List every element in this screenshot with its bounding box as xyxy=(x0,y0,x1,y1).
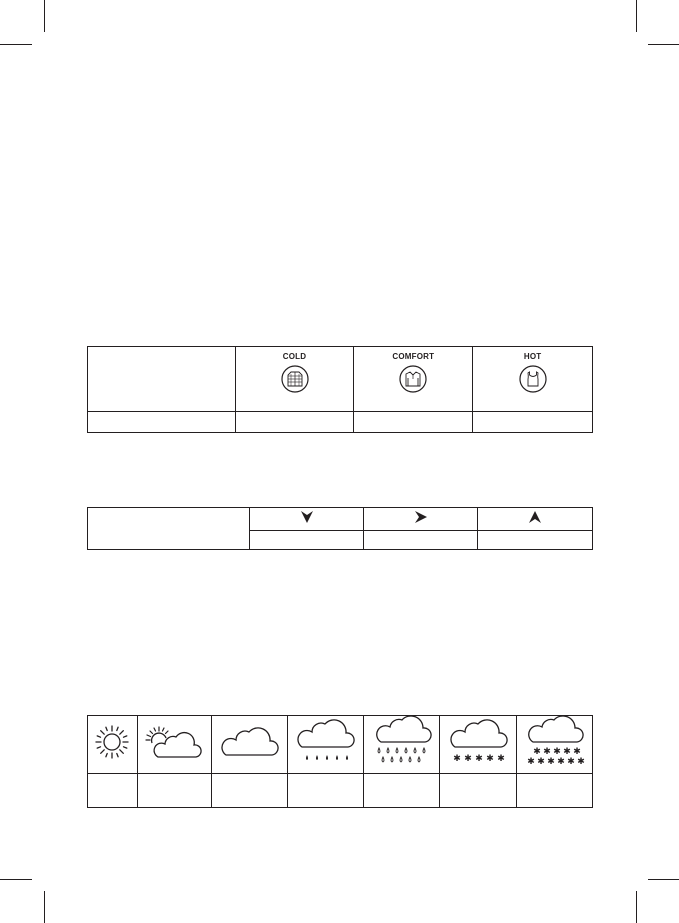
svg-text:✱: ✱ xyxy=(486,754,494,764)
comfort-value-cell xyxy=(235,412,354,433)
trend-label-cell xyxy=(88,508,250,550)
svg-text:✱: ✱ xyxy=(547,757,556,767)
crop-mark xyxy=(0,879,32,880)
forecast-value-cell xyxy=(516,774,592,808)
trend-value-cell xyxy=(478,531,593,550)
crop-mark xyxy=(648,44,679,45)
forecast-snowy-cell xyxy=(440,716,516,774)
svg-text:✱: ✱ xyxy=(453,754,461,764)
svg-text:✱: ✱ xyxy=(567,757,576,767)
forecast-rainy-cell xyxy=(287,716,363,774)
svg-text:✱: ✱ xyxy=(533,747,542,757)
crop-mark xyxy=(636,0,637,32)
trend-steady-arrow-icon xyxy=(414,510,428,524)
comfort-comfort-cell xyxy=(354,347,473,412)
pressure-trend-table xyxy=(87,507,593,550)
svg-text:✱: ✱ xyxy=(475,754,483,764)
comfort-value-cell xyxy=(473,412,593,433)
tank-top-icon xyxy=(519,365,547,393)
heavy-rain-icon xyxy=(371,716,433,768)
svg-text:✱: ✱ xyxy=(527,757,536,767)
comfort-hot-cell xyxy=(473,347,593,412)
winter-jacket-icon xyxy=(281,365,309,393)
sunny-icon xyxy=(92,722,132,762)
forecast-value-cell xyxy=(287,774,363,808)
svg-text:✱: ✱ xyxy=(563,747,572,757)
forecast-sunny-cell xyxy=(88,716,138,774)
trend-value-cell xyxy=(249,531,364,550)
svg-text:✱: ✱ xyxy=(577,757,586,767)
weather-forecast-table xyxy=(87,715,593,808)
trend-rising-arrow-icon xyxy=(528,510,542,524)
svg-text:✱: ✱ xyxy=(557,757,566,767)
forecast-heavy-snow-cell xyxy=(516,716,592,774)
trend-steady-cell xyxy=(364,508,478,531)
rainy-icon xyxy=(294,717,356,767)
forecast-heavy-rain-cell xyxy=(364,716,440,774)
comfort-label: COMFORT xyxy=(392,352,435,361)
comfort-value-cell xyxy=(88,412,236,433)
comfort-cold-cell xyxy=(235,347,354,412)
comfort-value-cell xyxy=(354,412,473,433)
svg-text:✱: ✱ xyxy=(573,747,582,757)
sweater-icon xyxy=(399,365,427,393)
forecast-value-cell xyxy=(211,774,287,808)
forecast-value-cell xyxy=(440,774,516,808)
forecast-partly-cloudy-cell xyxy=(137,716,211,774)
svg-text:✱: ✱ xyxy=(553,747,562,757)
snowy-icon xyxy=(447,717,509,767)
trend-falling-cell xyxy=(249,508,364,531)
cloudy-icon xyxy=(218,721,280,763)
forecast-value-cell xyxy=(137,774,211,808)
partly-cloudy-icon xyxy=(144,721,204,763)
crop-mark xyxy=(44,0,45,32)
hot-label: HOT xyxy=(523,352,542,361)
forecast-value-cell xyxy=(88,774,138,808)
crop-mark xyxy=(0,44,32,45)
forecast-value-cell xyxy=(364,774,440,808)
comfort-level-table xyxy=(87,346,593,433)
cold-label: COLD xyxy=(282,352,307,361)
comfort-label-cell xyxy=(88,347,236,412)
trend-falling-arrow-icon xyxy=(300,510,314,524)
heavy-snow-icon xyxy=(523,716,585,768)
svg-text:✱: ✱ xyxy=(464,754,472,764)
forecast-cloudy-cell xyxy=(211,716,287,774)
svg-text:✱: ✱ xyxy=(537,757,546,767)
trend-value-cell xyxy=(364,531,478,550)
crop-mark xyxy=(648,879,679,880)
trend-rising-cell xyxy=(478,508,593,531)
crop-mark xyxy=(44,891,45,923)
svg-text:✱: ✱ xyxy=(543,747,552,757)
crop-mark xyxy=(636,891,637,923)
svg-text:✱: ✱ xyxy=(497,754,505,764)
